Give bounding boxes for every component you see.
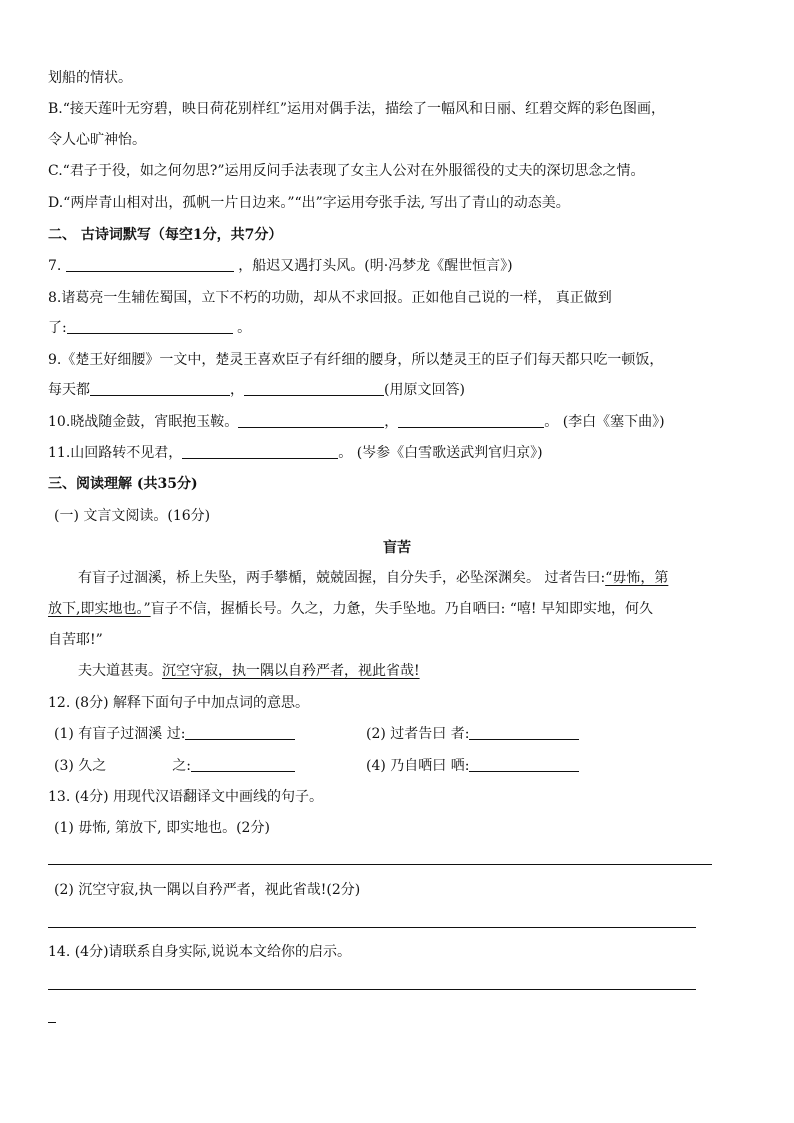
q10-comma: ， xyxy=(384,414,399,430)
passage-p4-underlined: 沉空守寂，执一隅以自矜严者，视此省哉! xyxy=(162,663,420,679)
question-8-line2 xyxy=(48,318,251,338)
question-7 xyxy=(48,256,513,276)
question-12: 12. (8分) 解释下面句子中加点词的意思。 xyxy=(48,695,309,711)
q12-item-4-text: (4) 乃自哂曰 哂: xyxy=(366,758,470,774)
passage-line-2 xyxy=(48,599,653,619)
q12-item-1-blank[interactable] xyxy=(185,725,295,740)
q12-item-1 xyxy=(54,724,295,744)
q12-item-4-blank[interactable] xyxy=(469,757,579,772)
subsection-classical-reading: (一) 文言文阅读。(16分) xyxy=(54,508,211,524)
q11-suffix: 。 (岑参《白雪歌送武判官归京》) xyxy=(338,445,543,461)
question-8-line1: 8.诸葛亮一生辅佐蜀国，立下不朽的功勋，却从不求回报。正如他自己说的一样， 真正做到 xyxy=(48,290,612,306)
q11-prefix: 11.山回路转不见君， xyxy=(48,445,183,461)
passage-p1-text: 有盲子过涸溪，桥上失坠，两手攀楯，兢兢固握，自分失手，必坠深渊矣。 过者告曰: xyxy=(78,570,606,586)
option-b-line2: 令人心旷神怡。 xyxy=(48,132,146,148)
q12-item-3 xyxy=(54,756,295,776)
q13-item-1-answer-line[interactable] xyxy=(48,864,712,865)
q13-item-2-answer-line[interactable] xyxy=(48,927,696,928)
question-9-line1: 9.《楚王好细腰》一文中，楚灵王喜欢臣子有纤细的腰身，所以楚灵王的臣子们每天都只吃一顿饭， xyxy=(48,352,664,368)
option-c: C.“君子于役，如之何勿思?”运用反问手法表现了女主人公对在外服徭役的丈夫的深切思念之情。 xyxy=(48,163,645,179)
q14-answer-line[interactable] xyxy=(48,989,696,990)
passage-line-4 xyxy=(78,661,420,681)
option-a-tail: 划船的情状。 xyxy=(48,70,132,86)
q12-item-3-blank[interactable] xyxy=(191,757,295,772)
section-2-heading: 二、 古诗词默写（每空1分，共7分） xyxy=(48,227,283,243)
q9-prefix: 每天都 xyxy=(48,382,90,398)
passage-p4-text: 夫大道甚夷。 xyxy=(78,663,162,679)
q12-item-2-text: (2) 过者告曰 者: xyxy=(366,726,470,742)
q9-blank-1[interactable] xyxy=(90,381,230,396)
question-13: 13. (4分) 用现代汉语翻译文中画线的句子。 xyxy=(48,789,323,805)
page-end-mark xyxy=(48,1022,56,1023)
passage-line-3: 自苦耶!” xyxy=(48,632,103,648)
q13-item-1: (1) 毋怖, 第放下, 即实地也。(2分) xyxy=(54,820,270,836)
q9-blank-2[interactable] xyxy=(244,381,384,396)
question-14: 14. (4分)请联系自身实际,说说本文给你的启示。 xyxy=(48,944,351,960)
q8-suffix: 。 xyxy=(237,320,252,336)
q12-item-2 xyxy=(366,724,579,744)
q12-item-3-label: 之: xyxy=(172,758,191,774)
passage-p2-underlined: 放下,即实地也。” xyxy=(48,601,151,617)
q8-blank[interactable] xyxy=(67,319,233,334)
passage-p2-text: 盲子不信，握楯长号。久之，力惫，失手坠地。乃自哂曰: “嘻! 早知即实地，何久 xyxy=(150,601,654,617)
question-11 xyxy=(48,443,543,463)
q9-comma: ， xyxy=(230,382,244,398)
q12-item-4 xyxy=(366,756,579,776)
q7-number: 7. xyxy=(48,258,62,274)
option-b-line1: B.“接天莲叶无穷碧，映日荷花别样红”运用对偶手法，描绘了一幅风和日丽、红碧交辉的彩色图画， xyxy=(48,101,666,117)
q12-item-3-text: (3) 久之 xyxy=(54,758,107,774)
q10-blank-2[interactable] xyxy=(398,413,544,428)
q10-suffix: 。 (李白《塞下曲》) xyxy=(544,414,665,430)
option-d: D.“两岸青山相对出，孤帆一片日边来。”“出”字运用夸张手法, 写出了青山的动态美。 xyxy=(48,195,570,211)
question-9-line2 xyxy=(48,380,465,400)
passage-title: 盲苦 xyxy=(383,540,411,556)
passage-p1-underlined: “毋怖，第 xyxy=(605,570,669,586)
passage-line-1 xyxy=(78,568,668,588)
q13-item-2: (2) 沉空守寂,执一隅以自矜严者，视此省哉!(2分) xyxy=(54,882,361,898)
q10-prefix: 10.晓战随金鼓，宵眠抱玉鞍。 xyxy=(48,414,239,430)
section-3-heading: 三、阅读理解 (共35分) xyxy=(48,476,198,492)
q7-blank[interactable] xyxy=(66,257,234,272)
q12-item-1-text: (1) 有盲子过涸溪 过: xyxy=(54,726,186,742)
q8-prefix: 了: xyxy=(48,320,67,336)
q12-item-2-blank[interactable] xyxy=(469,725,579,740)
q9-suffix: (用原文回答) xyxy=(384,382,465,398)
q7-text: ，船迟又遇打头风。(明·冯梦龙《醒世恒言》) xyxy=(238,258,513,274)
q11-blank[interactable] xyxy=(182,444,338,459)
question-10 xyxy=(48,412,665,432)
q10-blank-1[interactable] xyxy=(238,413,384,428)
